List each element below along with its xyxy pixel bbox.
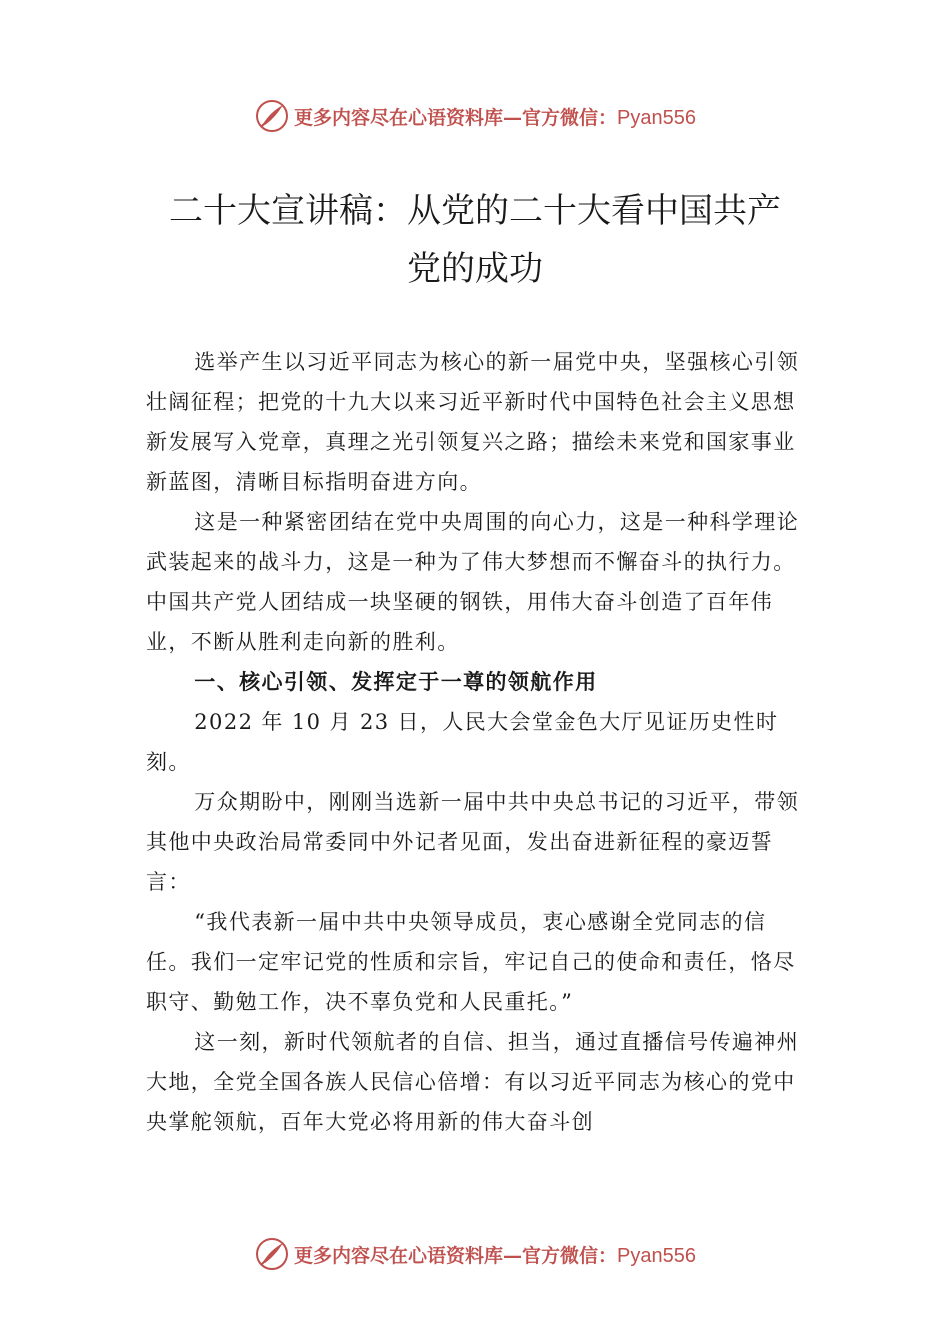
document-body <box>146 342 808 1142</box>
watermark-wechat-id: Pyan556 <box>617 1244 696 1267</box>
body-paragraph: 2022 年 10 月 23 日，人民大会堂金色大厅见证历史性时刻。 <box>146 710 779 774</box>
watermark-text: 更多内容尽在心语资料库—官方微信：Pyan556 <box>294 106 696 129</box>
header-watermark <box>0 94 950 138</box>
body-paragraph: 万众期盼中，刚刚当选新一届中共中央总书记的习近平，带领其他中央政治局常委同中外记者见面，发出奋进新征程的豪迈誓言： <box>146 790 800 894</box>
watermark-wechat-id: Pyan556 <box>617 106 696 129</box>
document-title <box>150 182 800 298</box>
body-paragraph: 选举产生以习近平同志为核心的新一届党中央，坚强核心引领壮阔征程；把党的十九大以来习近平新时代中国特色社会主义思想新发展写入党章，真理之光引领复兴之路；描绘未来党和国家事业新蓝图，清晰目标指明奋进方向。 <box>146 350 800 494</box>
footer-watermark <box>0 1232 950 1276</box>
body-paragraph: 这是一种紧密团结在党中央周围的向心力，这是一种科学理论武装起来的战斗力，这是一种为了伟大梦想而不懈奋斗的执行力。中国共产党人团结成一块坚硬的钢铁，用伟大奋斗创造了百年伟业，不断从胜利走向新的胜利。 <box>146 510 800 654</box>
quill-logo-icon <box>254 98 290 134</box>
watermark-text: 更多内容尽在心语资料库—官方微信：Pyan556 <box>294 1244 696 1267</box>
title-line-1: 二十大宣讲稿：从党的二十大看中国共产 <box>169 191 781 231</box>
section-heading: 一、核心引领、发挥定于一尊的领航作用 <box>194 670 598 694</box>
quote-paragraph: “我代表新一届中共中央领导成员，衷心感谢全党同志的信任。我们一定牢记党的性质和宗旨，牢记自己的使命和责任，恪尽职守、勤勉工作，决不辜负党和人民重托。” <box>146 910 796 1014</box>
body-paragraph: 这一刻，新时代领航者的自信、担当，通过直播信号传遍神州大地，全党全国各族人民信心倍增：有以习近平同志为核心的党中央掌舵领航，百年大党必将用新的伟大奋斗创 <box>146 1030 800 1134</box>
quill-logo-icon <box>254 1236 290 1272</box>
title-line-2: 党的成功 <box>407 249 543 289</box>
